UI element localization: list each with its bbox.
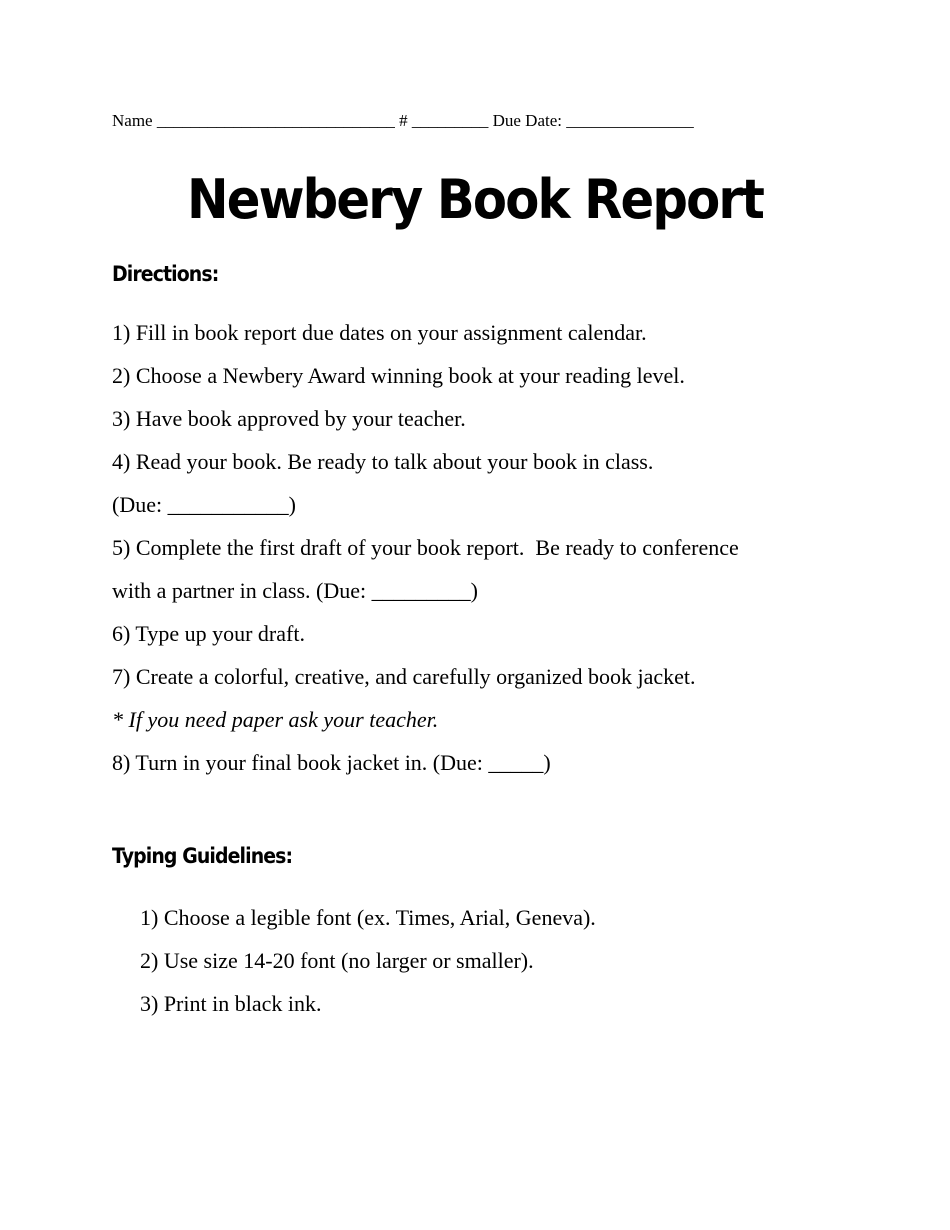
directions-item: 2) Choose a Newbery Award winning book at your reading level. bbox=[112, 363, 685, 388]
directions-note: * If you need paper ask your teacher. bbox=[112, 707, 439, 732]
directions-heading: Directions: bbox=[112, 262, 219, 286]
directions-item: 1) Fill in book report due dates on your assignment calendar. bbox=[112, 320, 647, 345]
guideline-item: 3) Print in black ink. bbox=[140, 991, 322, 1016]
page-title: Newbery Book Report bbox=[186, 168, 764, 231]
directions-item: (Due: ___________) bbox=[112, 492, 296, 517]
directions-item: 7) Create a colorful, creative, and carefully organized book jacket. bbox=[112, 664, 696, 689]
directions-item: with a partner in class. (Due: _________) bbox=[112, 578, 478, 603]
typing-guidelines-heading: Typing Guidelines: bbox=[112, 844, 293, 868]
guideline-item: 1) Choose a legible font (ex. Times, Arial, Geneva). bbox=[140, 905, 596, 930]
directions-item: 5) Complete the first draft of your book report. Be ready to conference bbox=[112, 535, 739, 560]
name-number-due-date-line: Name ____________________________ # _________ Due Date: _______________ bbox=[112, 111, 694, 130]
directions-item: 8) Turn in your final book jacket in. (Due: _____) bbox=[112, 750, 551, 775]
directions-item: 3) Have book approved by your teacher. bbox=[112, 406, 466, 431]
typing-guidelines-list bbox=[140, 903, 596, 1032]
directions-item: 6) Type up your draft. bbox=[112, 621, 305, 646]
directions-item: 4) Read your book. Be ready to talk about your book in class. bbox=[112, 449, 654, 474]
guideline-item: 2) Use size 14-20 font (no larger or smaller). bbox=[140, 948, 534, 973]
directions-list bbox=[112, 318, 739, 791]
